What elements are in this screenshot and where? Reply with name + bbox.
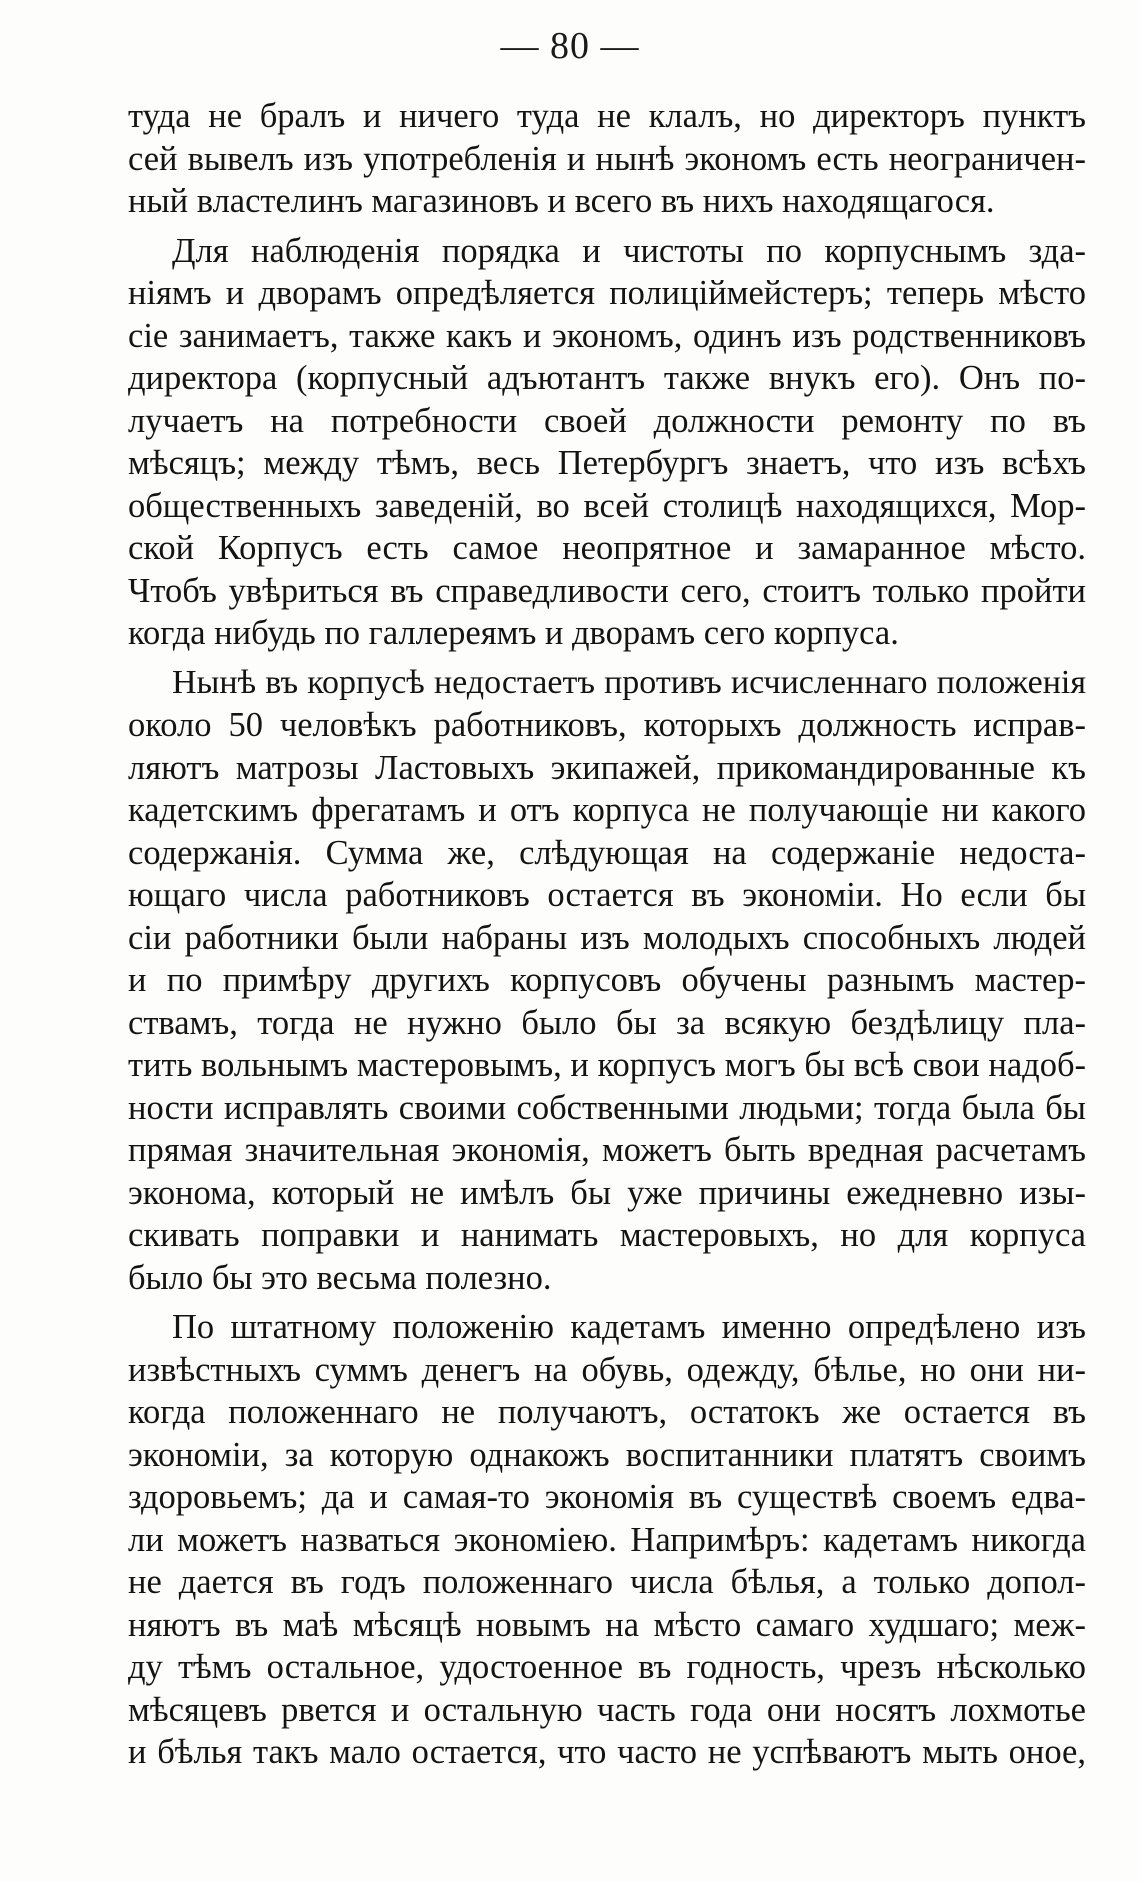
text-line: ствамъ, тогда не нужно было бы за всякую бездѣлицу пла- bbox=[128, 1003, 1086, 1042]
text-line: здоровьемъ; да и самая-то экономія въ существѣ своемъ едва- bbox=[128, 1478, 1086, 1516]
text-line: сіи работники были набраны изъ молодыхъ способныхъ людей bbox=[128, 918, 1086, 957]
text-line: директора (корпусный адъютантъ также внукъ его). Онъ по- bbox=[128, 359, 1086, 397]
text-line: ду тѣмъ остальное, удостоенное въ годность, чрезъ нѣсколько bbox=[128, 1648, 1086, 1686]
text-line: няютъ въ маѣ мѣсяцѣ новымъ на мѣсто самаго худшаго; меж- bbox=[128, 1605, 1086, 1644]
paragraph bbox=[128, 662, 1086, 1300]
text-line: ности исправлять своими собственными людьми; тогда была бы bbox=[128, 1088, 1086, 1127]
text-line: общественныхъ заведеній, во всей столицѣ находящихся, Мор- bbox=[128, 486, 1086, 525]
text-line: не дается въ годъ положеннаго числа бѣлья, а только допол- bbox=[128, 1563, 1086, 1601]
text-line: было бы это весьма полезно. bbox=[128, 1258, 552, 1297]
text-line: около 50 человѣкъ работниковъ, которыхъ должность исправ- bbox=[128, 706, 1086, 744]
text-line: ніямъ и дворамъ опредѣляется полиціймейстеръ; теперь мѣсто bbox=[128, 274, 1086, 312]
text-line: содержанія. Сумма же, слѣдующая на содержаніе недоста- bbox=[128, 833, 1086, 872]
text-line: Чтобъ увѣриться въ справедливости сего, стоитъ только пройти bbox=[128, 571, 1086, 610]
text-line: ли можетъ назваться экономіею. Напримѣръ: кадетамъ никогда bbox=[128, 1520, 1086, 1559]
body-text bbox=[128, 95, 1086, 1774]
text-line: мѣсяцъ; между тѣмъ, весь Петербургъ знаетъ, что изъ всѣхъ bbox=[128, 444, 1086, 482]
text-line: ющаго числа работниковъ остается въ экономіи. Но если бы bbox=[128, 876, 1086, 914]
text-line: Для наблюденія порядка и чистоты по корпуснымъ зда- bbox=[172, 231, 1086, 270]
text-line: сей вывелъ изъ употребленія и нынѣ экономъ есть неограничен- bbox=[128, 139, 1086, 178]
paragraph bbox=[128, 1306, 1086, 1774]
text-line: ный властелинъ магазиновъ и всего въ нихъ находящагося. bbox=[128, 182, 995, 220]
text-line: прямая значительная экономія, можетъ быть вредная расчетамъ bbox=[128, 1131, 1086, 1169]
text-line: эконома, который не имѣлъ бы уже причины ежедневно изы- bbox=[128, 1173, 1086, 1212]
text-line: извѣстныхъ суммъ денегъ на обувь, одежду, бѣлье, но они ни- bbox=[128, 1350, 1086, 1389]
text-line: когда положеннаго не получаютъ, остатокъ же остается въ bbox=[128, 1393, 1086, 1431]
text-line: По штатному положенію кадетамъ именно опредѣлено изъ bbox=[172, 1308, 1086, 1346]
text-line: когда нибудь по галлереямъ и дворамъ сего корпуса. bbox=[128, 614, 899, 652]
page-number: — 80 — bbox=[500, 25, 640, 67]
paragraph bbox=[128, 95, 1086, 223]
text-line: ляютъ матрозы Ластовыхъ экипажей, прикомандированные къ bbox=[128, 748, 1086, 787]
text-line: и по примѣру другихъ корпусовъ обучены разнымъ мастер- bbox=[128, 961, 1086, 999]
text-line: скивать поправки и нанимать мастеровыхъ, но для корпуса bbox=[128, 1216, 1086, 1254]
text-line: туда не бралъ и ничего туда не клалъ, но директоръ пунктъ bbox=[128, 97, 1086, 135]
text-line: мѣсяцевъ рвется и остальную часть года они носятъ лохмотье bbox=[128, 1690, 1086, 1729]
paragraph bbox=[128, 230, 1086, 655]
text-line: ской Корпусъ есть самое неопрятное и замаранное мѣсто. bbox=[128, 529, 1086, 567]
text-line: тить вольнымъ мастеровымъ, и корпусъ могъ бы всѣ свои надоб- bbox=[128, 1046, 1086, 1084]
text-line: и бѣлья такъ мало остается, что часто не успѣваютъ мыть оное, bbox=[128, 1733, 1086, 1771]
text-line: Нынѣ въ корпусѣ недостаетъ противъ исчисленнаго положенія bbox=[172, 663, 1086, 701]
text-line: экономіи, за которую однакожъ воспитанники платятъ своимъ bbox=[128, 1435, 1086, 1474]
text-line: кадетскимъ фрегатамъ и отъ корпуса не получающіе ни какого bbox=[128, 791, 1086, 829]
text-line: сіе занимаетъ, также какъ и экономъ, одинъ изъ родственниковъ bbox=[128, 316, 1086, 355]
text-line: лучаетъ на потребности своей должности ремонту по въ bbox=[128, 401, 1086, 440]
